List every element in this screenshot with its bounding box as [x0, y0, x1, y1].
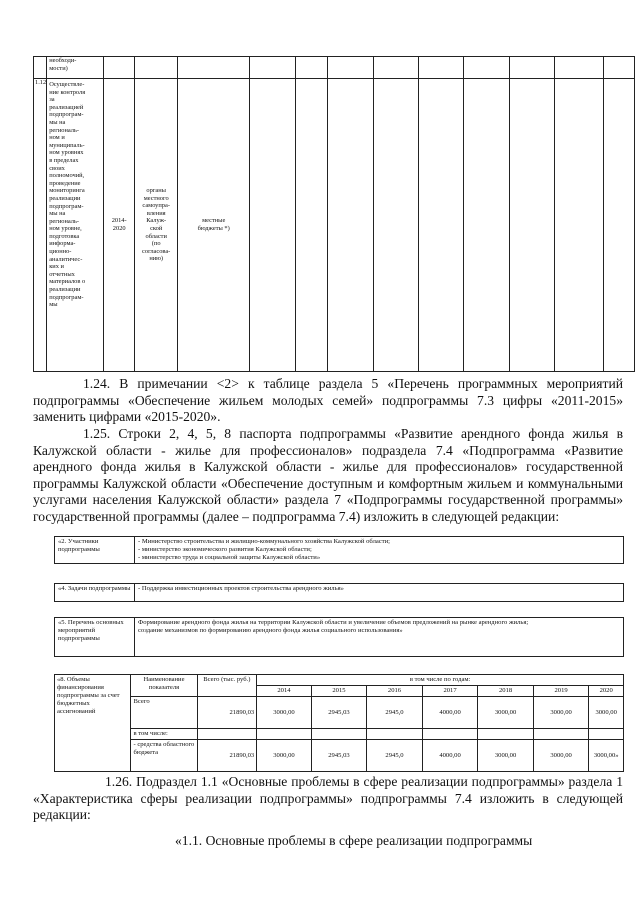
table-cell: 3000,00: [478, 697, 534, 729]
table-cell: 2945,0: [367, 740, 423, 772]
table-cell: 2945,03: [311, 697, 367, 729]
table-cell: 3000,00: [257, 740, 311, 772]
subsection-heading: «1.1. Основные проблемы в сфере реализации подпрограммы: [175, 833, 533, 848]
row-number: 1.12: [34, 79, 47, 372]
row-total-label: Всего: [131, 697, 197, 729]
row-description: Осуществле- ние контроля за реализацией подпрограм- мы на региональ- ном и муниципаль- ном уровнях в пределах своих полномочий, проведение мониторинга реализации подпрограм- мы на региональ- ном уровне, подготовка информа- ционно- аналитичес- ких и отчетных материалов о реализации подпрограм- мы: [47, 79, 104, 372]
col-header-total: Всего (тыс. руб.): [197, 675, 257, 697]
row-executor: органы местного самоупра- вления Калуж- ской области (по согласова- нию): [135, 79, 178, 372]
year-header: 2019: [533, 686, 589, 697]
table-cell: 3000,00»: [589, 740, 624, 772]
passport-row-5: [54, 617, 624, 657]
table-cell: 3000,00: [257, 697, 311, 729]
passport-row-5-line: Формирование арендного фонда жилья на территории Калужской области и увеличение объемов предложений на рынке арендного жилья;: [138, 619, 529, 626]
col-header-years: в том числе по годам:: [257, 675, 624, 686]
row-total-sum: 21890,03: [197, 697, 257, 729]
table-cell: 3000,00: [478, 740, 534, 772]
table-cell: 3000,00: [589, 697, 624, 729]
table-cell: 2945,03: [311, 740, 367, 772]
table-row: [55, 740, 624, 772]
passport-row-2-label: «2. Участники подпрограммы: [55, 537, 135, 564]
passport-row-4-line: - Поддержка инвестиционных проектов строительства арендного жилья»: [135, 584, 624, 602]
paragraph-1-26: 1.26. Подраздел 1.1 «Основные проблемы в сфере реализации подпрограммы» раздела 1 «Характеристика сферы реализации подпрограммы» подпрограммы 7.4 изложить в следующей редакции:: [33, 774, 623, 823]
passport-row-5-line: создание механизмов по формированию арендного фонда жилья социального использования»: [138, 627, 403, 634]
col-header-name: Наименование показателя: [131, 675, 197, 697]
passport-row-8-label: «8. Объемы финансирования подпрограммы за счет бюджетных ассигнований: [55, 675, 131, 772]
year-header: 2018: [478, 686, 534, 697]
row-period: 2014- 2020: [104, 79, 135, 372]
passport-row-5-label: «5. Перечень основных мероприятий подпрограммы: [55, 618, 135, 657]
paragraph-1-24: 1.24. В примечании <2> к таблице раздела 5 «Перечень программных мероприятий подпрограммы «Обеспечение жильем молодых семей» подпрограммы 7.3 цифры «2011-2015» заменить цифрами «2015-2020».: [33, 376, 623, 425]
prev-row-tail: необходи- мости): [47, 57, 104, 79]
year-header: 2017: [422, 686, 478, 697]
row-incl-label: в том числе:: [131, 729, 197, 740]
program-measures-table: [33, 56, 635, 372]
year-header: 2014: [257, 686, 311, 697]
table-cell: 2945,0: [367, 697, 423, 729]
passport-row-4: [54, 583, 624, 602]
passport-row-2: [54, 536, 624, 564]
year-header: 2020: [589, 686, 624, 697]
table-row: [55, 697, 624, 729]
table-cell: 4000,00: [422, 697, 478, 729]
passport-row-2-line: - министерство экономического развития Калужской области;: [138, 546, 312, 553]
passport-row-2-line: - Министерство строительства и жилищно-коммунального хозяйства Калужской области;: [138, 538, 390, 545]
table-row: [34, 79, 635, 372]
row-obl-label: - средства областного бюджета: [131, 740, 197, 772]
row-funding-source: местные бюджеты *): [178, 79, 250, 372]
table-cell: 4000,00: [422, 740, 478, 772]
table-row: [34, 57, 635, 79]
table-cell: 3000,00: [533, 740, 589, 772]
row-obl-sum: 21890,03: [197, 740, 257, 772]
table-cell: 3000,00: [533, 697, 589, 729]
passport-row-2-line: - министерство труда и социальной защиты Калужской области»: [138, 554, 321, 561]
passport-row-8: [54, 674, 624, 772]
paragraph-1-25: 1.25. Строки 2, 4, 5, 8 паспорта подпрограммы «Развитие арендного фонда жилья в Калужской области - жилье для профессионалов» подраздела 7.4 «Подпрограмма «Развитие арендного фонда жилья в Калужской области - жилье для профессионалов» государственной программы Калужской области «Обеспечение доступным и комфортным жильем и коммунальными услугами населения Калужской области» раздела 7 «Подпрограммы государственной программы» государственной программы (далее – подпрограмма 7.4) изложить в следующей редакции:: [33, 426, 623, 524]
year-header: 2015: [311, 686, 367, 697]
passport-row-4-label: «4. Задачи подпрограммы: [55, 584, 135, 602]
year-header: 2016: [367, 686, 423, 697]
